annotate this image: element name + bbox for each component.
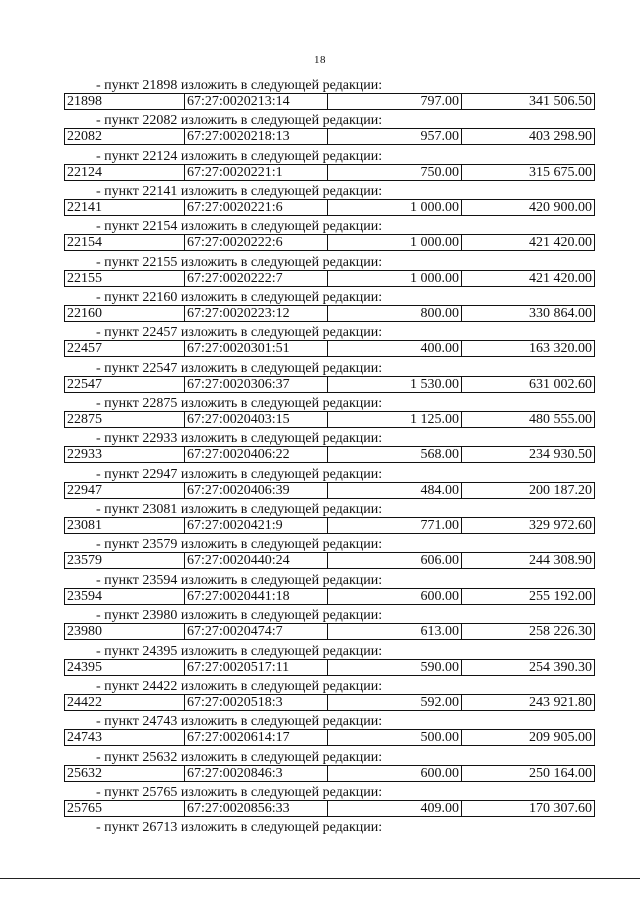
amendment-instruction: - пункт 22155 изложить в следующей редакции: <box>96 254 383 270</box>
amendment-entry <box>0 213 640 251</box>
amendment-instruction: - пункт 22947 изложить в следующей редакции: <box>96 466 383 482</box>
amendment-instruction: - пункт 24395 изложить в следующей редакции: <box>96 643 383 659</box>
area-cell: 800.00 <box>328 306 462 321</box>
cadastral-value-cell: 200 187.20 <box>529 482 592 498</box>
amendment-instruction: - пункт 22141 изложить в следующей редакции: <box>96 184 383 200</box>
amendment-instruction: - пункт 25632 изложить в следующей редакции: <box>96 749 383 765</box>
cadastral-value-cell: 330 864.00 <box>529 306 592 322</box>
cadastral-value-cell: 421 420.00 <box>529 270 592 286</box>
amendment-entry <box>0 425 640 463</box>
cadastral-value-cell: 255 192.00 <box>529 588 592 604</box>
area-cell: 606.00 <box>328 553 462 568</box>
cadastral-number-cell: 67:27:0020222:7 <box>185 271 328 286</box>
area-cell: 957.00 <box>328 129 462 144</box>
cadastral-number-cell: 67:27:0020440:24 <box>185 553 328 568</box>
amendment-entry <box>0 319 640 357</box>
row-id-cell: 22082 <box>65 129 185 144</box>
amendment-instruction: - пункт 22933 изложить в следующей редакции: <box>96 431 383 447</box>
cadastral-number-cell: 67:27:0020406:39 <box>185 483 328 498</box>
cadastral-number-cell: 67:27:0020222:6 <box>185 235 328 250</box>
cadastral-value-cell: 254 390.30 <box>529 659 592 675</box>
cadastral-number-cell: 67:27:0020517:11 <box>185 660 328 675</box>
amendment-entry <box>0 814 640 849</box>
amendment-instruction: - пункт 22457 изложить в следующей редакции: <box>96 325 383 341</box>
area-cell: 1 000.00 <box>328 235 462 250</box>
area-cell: 592.00 <box>328 695 462 710</box>
cadastral-number-cell: 67:27:0020213:14 <box>185 94 328 109</box>
cadastral-number-cell: 67:27:0020421:9 <box>185 518 328 533</box>
row-id-cell: 22547 <box>65 377 185 392</box>
area-cell: 797.00 <box>328 94 462 109</box>
amendment-entry <box>0 673 640 708</box>
amendment-entry <box>0 178 640 216</box>
row-id-cell: 23980 <box>65 624 185 639</box>
amendment-entry <box>0 461 640 496</box>
cadastral-value-cell: 244 308.90 <box>529 553 592 569</box>
area-cell: 590.00 <box>328 660 462 675</box>
cadastral-number-cell: 67:27:0020441:18 <box>185 589 328 604</box>
page-number: 18 <box>314 54 326 66</box>
cadastral-value-cell: 258 226.30 <box>529 624 592 640</box>
area-cell: 409.00 <box>328 801 462 816</box>
cadastral-value-cell: 209 905.00 <box>529 730 592 746</box>
row-id-cell: 22124 <box>65 165 185 180</box>
cadastral-number-cell: 67:27:0020474:7 <box>185 624 328 639</box>
amendment-entry <box>0 355 640 390</box>
cadastral-number-cell: 67:27:0020518:3 <box>185 695 328 710</box>
row-id-cell: 23081 <box>65 518 185 533</box>
cadastral-number-cell: 67:27:0020218:13 <box>185 129 328 144</box>
area-cell: 613.00 <box>328 624 462 639</box>
amendment-instruction: - пункт 24422 изложить в следующей редакции: <box>96 678 383 694</box>
cadastral-number-cell: 67:27:0020856:33 <box>185 801 328 816</box>
area-cell: 600.00 <box>328 589 462 604</box>
cadastral-value-cell: 170 307.60 <box>529 800 592 816</box>
cadastral-value-cell: 315 675.00 <box>529 164 592 180</box>
amendment-instruction: - пункт 23980 изложить в следующей редакции: <box>96 608 383 624</box>
area-cell: 1 530.00 <box>328 377 462 392</box>
cadastral-value-cell: 420 900.00 <box>529 200 592 216</box>
cadastral-number-cell: 67:27:0020221:1 <box>185 165 328 180</box>
row-id-cell: 24395 <box>65 660 185 675</box>
amendment-instruction: - пункт 22875 изложить в следующей редакции: <box>96 396 383 412</box>
amendment-instruction: - пункт 22160 изложить в следующей редакции: <box>96 290 383 306</box>
cadastral-number-cell: 67:27:0020221:6 <box>185 200 328 215</box>
amendment-instruction: - пункт 22124 изложить в следующей редакции: <box>96 148 383 164</box>
row-id-cell: 22933 <box>65 447 185 462</box>
row-id-cell: 22947 <box>65 483 185 498</box>
row-id-cell: 22457 <box>65 341 185 356</box>
row-id-cell: 22154 <box>65 235 185 250</box>
cadastral-value-cell: 421 420.00 <box>529 235 592 251</box>
area-cell: 1 000.00 <box>328 271 462 286</box>
cadastral-value-cell: 243 921.80 <box>529 694 592 710</box>
amendment-instruction: - пункт 22154 изложить в следующей редакции: <box>96 219 383 235</box>
amendment-entry <box>0 744 640 779</box>
row-id-cell: 25632 <box>65 766 185 781</box>
amendment-entry <box>0 531 640 569</box>
cadastral-number-cell: 67:27:0020614:17 <box>185 730 328 745</box>
cadastral-value-cell: 631 002.60 <box>529 376 592 392</box>
amendment-entry <box>0 72 640 107</box>
amendment-instruction: - пункт 26713 изложить в следующей редакции: <box>96 820 383 836</box>
area-cell: 750.00 <box>328 165 462 180</box>
cadastral-value-cell: 163 320.00 <box>529 341 592 357</box>
amendment-instruction: - пункт 25765 изложить в следующей редакции: <box>96 784 383 800</box>
cadastral-number-cell: 67:27:0020846:3 <box>185 766 328 781</box>
area-cell: 1 125.00 <box>328 412 462 427</box>
cadastral-value-cell: 329 972.60 <box>529 518 592 534</box>
amendment-entry <box>0 779 640 814</box>
row-id-cell: 22141 <box>65 200 185 215</box>
row-id-cell: 24743 <box>65 730 185 745</box>
area-cell: 484.00 <box>328 483 462 498</box>
cadastral-number-cell: 67:27:0020406:22 <box>185 447 328 462</box>
cadastral-number-cell: 67:27:0020223:12 <box>185 306 328 321</box>
amendment-instruction: - пункт 22082 изложить в следующей редакции: <box>96 113 383 129</box>
amendment-entry <box>0 708 640 746</box>
amendment-instruction: - пункт 24743 изложить в следующей редакции: <box>96 714 383 730</box>
amendment-entry <box>0 638 640 673</box>
amendment-entry <box>0 249 640 284</box>
area-cell: 771.00 <box>328 518 462 533</box>
cadastral-value-cell: 403 298.90 <box>529 129 592 145</box>
cadastral-number-cell: 67:27:0020306:37 <box>185 377 328 392</box>
amendment-entry <box>0 143 640 178</box>
amendment-instruction: - пункт 22547 изложить в следующей редакции: <box>96 360 383 376</box>
area-cell: 400.00 <box>328 341 462 356</box>
amendment-instruction: - пункт 23594 изложить в следующей редакции: <box>96 572 383 588</box>
amendment-list <box>0 72 640 850</box>
amendment-entry <box>0 602 640 640</box>
row-id-cell: 24422 <box>65 695 185 710</box>
row-id-cell: 22160 <box>65 306 185 321</box>
amendment-instruction: - пункт 21898 изложить в следующей редакции: <box>96 78 383 93</box>
row-id-cell: 25765 <box>65 801 185 816</box>
amendment-entry <box>0 496 640 534</box>
amendment-entry <box>0 284 640 322</box>
row-id-cell: 23594 <box>65 589 185 604</box>
cadastral-value-cell: 480 555.00 <box>529 412 592 428</box>
area-cell: 568.00 <box>328 447 462 462</box>
area-cell: 600.00 <box>328 766 462 781</box>
amendment-instruction: - пункт 23579 изложить в следующей редакции: <box>96 537 383 553</box>
row-id-cell: 22875 <box>65 412 185 427</box>
row-id-cell: 21898 <box>65 94 185 109</box>
cadastral-value-cell: 234 930.50 <box>529 447 592 463</box>
cadastral-number-cell: 67:27:0020301:51 <box>185 341 328 356</box>
cadastral-value-cell: 250 164.00 <box>529 765 592 781</box>
row-id-cell: 23579 <box>65 553 185 568</box>
amendment-instruction: - пункт 23081 изложить в следующей редакции: <box>96 502 383 518</box>
amendment-entry <box>0 390 640 428</box>
footer-divider <box>0 878 640 879</box>
area-cell: 1 000.00 <box>328 200 462 215</box>
area-cell: 500.00 <box>328 730 462 745</box>
amendment-entry <box>0 567 640 602</box>
cadastral-value-cell: 341 506.50 <box>529 94 592 109</box>
amendment-entry <box>0 107 640 145</box>
cadastral-number-cell: 67:27:0020403:15 <box>185 412 328 427</box>
row-id-cell: 22155 <box>65 271 185 286</box>
